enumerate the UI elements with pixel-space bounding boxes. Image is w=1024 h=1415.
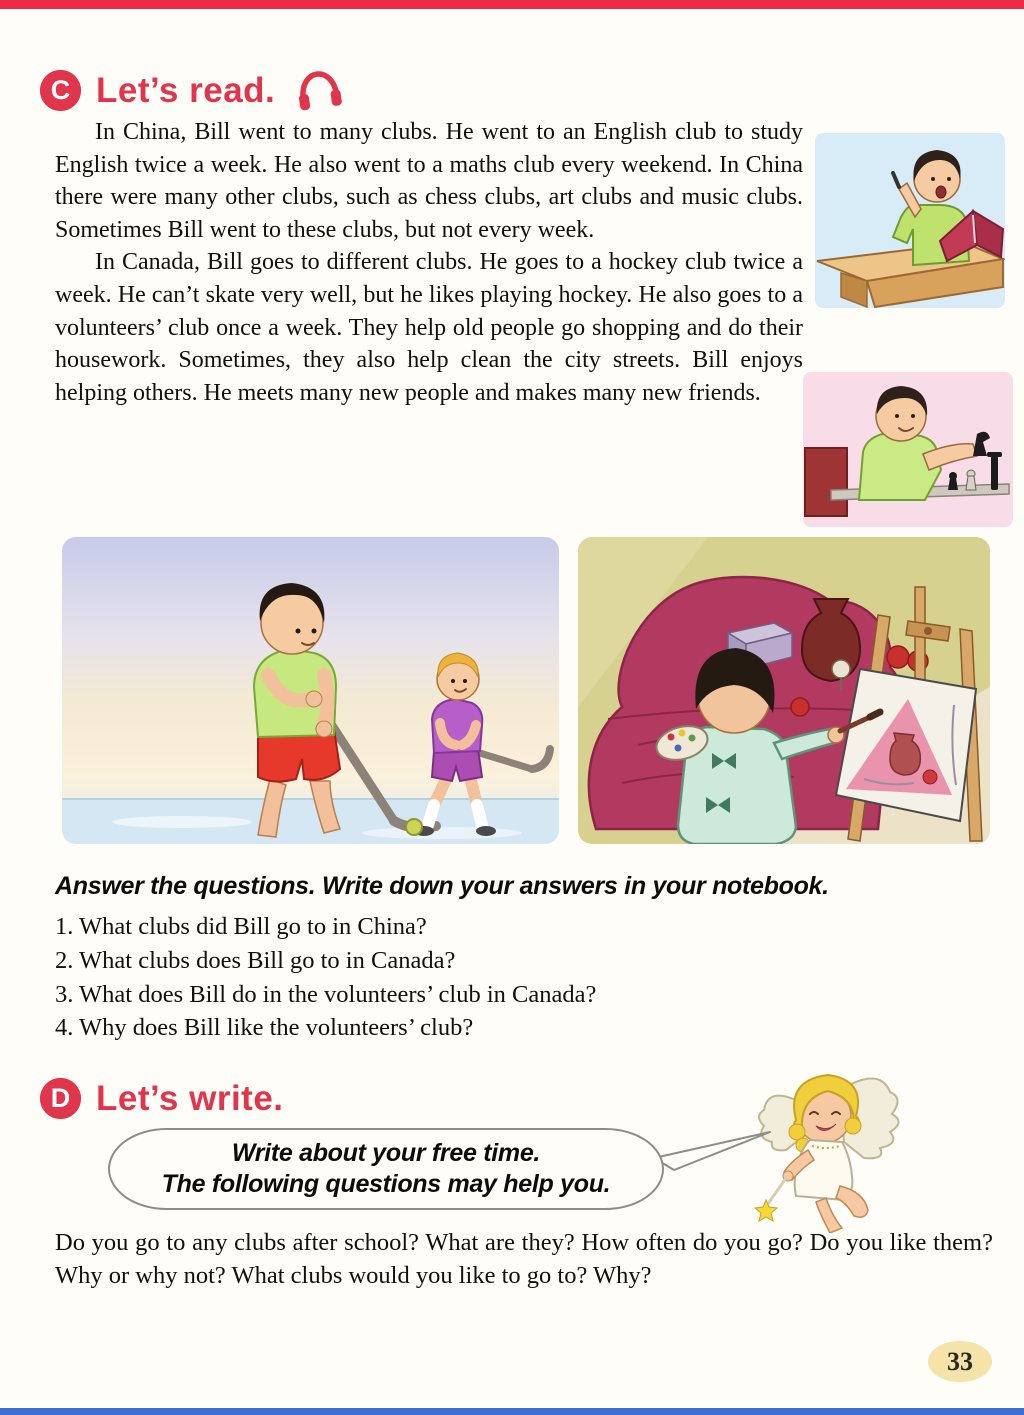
boy-playing-chess-illustration: [803, 372, 1013, 527]
speech-bubble-line-2: The following questions may help you.: [161, 1170, 611, 1198]
question-2: 2. What clubs does Bill go to in Canada?: [55, 946, 456, 974]
headphones-icon: [294, 68, 344, 117]
bottom-border-bar: [0, 1408, 1024, 1415]
top-border-bar: [0, 0, 1024, 9]
reading-passage: [55, 116, 803, 409]
section-d-badge: D: [40, 1078, 81, 1119]
speech-bubble-line-1: Write about your free time.: [231, 1139, 541, 1167]
speech-bubble-tail: [652, 1126, 777, 1181]
question-4: 4. Why does Bill like the volunteers’ club?: [55, 1014, 474, 1042]
passage-paragraph-canada: In Canada, Bill goes to different clubs. He goes to a hockey club twice a week. He can’t skate very well, but he likes playing hockey. He also goes to a volunteers’ club once a week. They help old people go shopping and do their housework. Sometimes, they also help clean the city streets. Bill enjoys helping others. He meets many new people and makes many new friends.: [55, 249, 803, 406]
question-3: 3. What does Bill do in the volunteers’ club in Canada?: [55, 980, 597, 1008]
boy-painting-still-life-illustration: [578, 537, 990, 844]
two-boys-playing-hockey-illustration: [62, 537, 559, 844]
section-d-title: Let’s write.: [96, 1078, 284, 1118]
questions-list: [55, 910, 985, 1045]
boy-reading-at-desk-illustration: [815, 133, 1005, 308]
writing-prompt-paragraph: Do you go to any clubs after school? What are they? How often do you go? Do you like them? Why or why not? What clubs would you like to go to? Why?: [55, 1229, 993, 1289]
section-c-header: [40, 64, 344, 117]
section-c-badge: C: [40, 70, 81, 111]
page-number-badge: 33: [928, 1341, 992, 1382]
speech-bubble: [108, 1128, 664, 1210]
section-c-title: Let’s read.: [96, 70, 276, 110]
question-1: 1. What clubs did Bill go to in China?: [55, 913, 427, 940]
passage-paragraph-china: In China, Bill went to many clubs. He went to an English club to study English twice a week. He also went to a maths club every weekend. In China there were many other clubs, such as chess clubs, art clubs and music clubs. Sometimes Bill went to these clubs, but not every week.: [55, 119, 803, 243]
section-d-header: [40, 1078, 284, 1119]
questions-heading: Answer the questions. Write down your answers in your notebook.: [55, 872, 829, 900]
